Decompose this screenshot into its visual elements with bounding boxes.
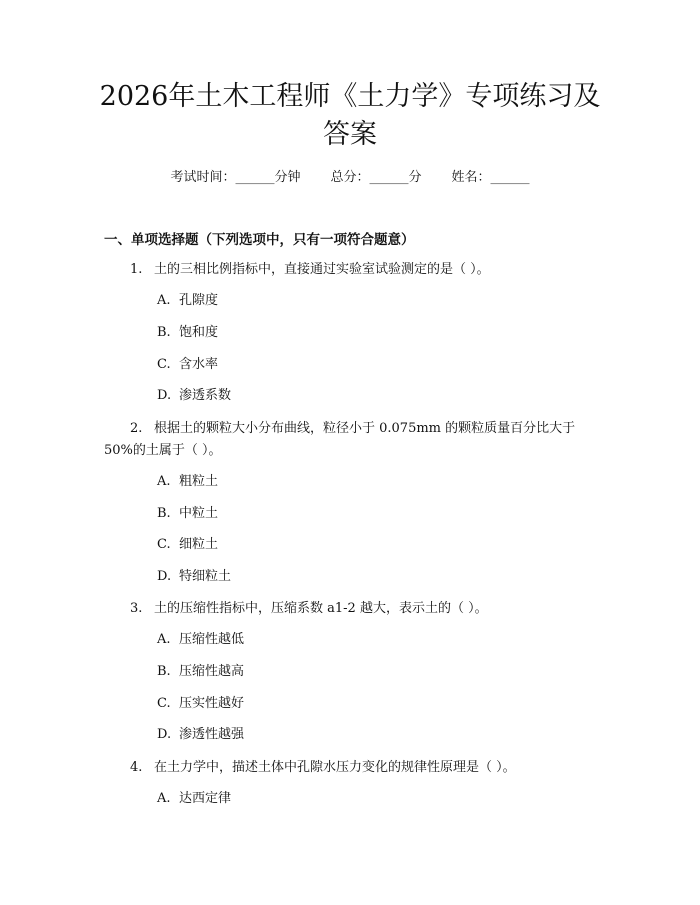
question-2 [104,418,604,462]
option-item [157,630,244,650]
exam-meta-line [0,168,700,188]
question-number: 2. [130,421,143,436]
exam-time-unit: 分钟 [274,170,301,185]
option-text: 中粒土 [179,506,219,521]
option-item [157,323,218,343]
exam-time-label: 考试时间： [170,170,236,185]
question-text: 在土力学中，描述土体中孔隙水压力变化的规律性原理是（ ）。 [154,760,516,775]
option-item [157,472,218,492]
option-item [157,535,218,555]
option-letter: A. [157,791,171,806]
option-text: 饱和度 [179,325,219,340]
option-text: 渗透性越强 [179,727,245,742]
option-item [157,789,231,809]
page-title: 2026年土木工程师《土力学》专项练习及答案 [99,81,601,150]
question-4 [104,757,604,779]
option-letter: A. [157,632,171,647]
option-text: 压缩性越低 [179,632,245,647]
name-blank: ______ [490,170,530,185]
total-score-unit: 分 [408,170,422,185]
option-letter: D. [157,388,172,403]
name-label: 姓名： [451,170,491,185]
option-text: 压实性越好 [179,696,245,711]
option-letter: D. [157,727,172,742]
option-item [157,291,218,311]
option-text: 孔隙度 [179,293,219,308]
option-text: 达西定律 [179,791,232,806]
option-text: 渗透系数 [179,388,232,403]
question-text: 土的三相比例指标中，直接通过实验室试验测定的是（ ）。 [154,262,490,277]
option-item [157,504,218,524]
option-letter: C. [157,357,171,372]
option-item [157,662,244,682]
option-letter: A. [157,474,171,489]
question-number: 1. [130,262,143,277]
total-score-blank: ______ [369,170,409,185]
option-text: 压缩性越高 [179,664,245,679]
question-text: 土的压缩性指标中，压缩系数 a1-2 越大，表示土的（ ）。 [154,601,488,616]
question-text: 根据土的颗粒大小分布曲线，粒径小于 0.075mm 的颗粒质量百分比大于 50%的土属于（ ）。 [104,421,576,458]
option-letter: C. [157,696,171,711]
option-item [157,355,218,375]
option-letter: A. [157,293,171,308]
option-item [157,725,244,745]
option-item [157,567,231,587]
section-heading: 一、单项选择题（下列选项中，只有一项符合题意） [104,232,415,248]
option-letter: B. [157,664,171,679]
option-text: 粗粒土 [179,474,219,489]
exam-time-blank: ______ [235,170,275,185]
option-text: 特细粒土 [179,569,232,584]
total-score-label: 总分： [330,170,370,185]
option-letter: B. [157,325,171,340]
option-letter: C. [157,537,171,552]
question-3 [104,598,604,620]
option-text: 含水率 [179,357,219,372]
option-letter: B. [157,506,171,521]
question-number: 3. [130,601,143,616]
question-number: 4. [130,760,143,775]
option-item [157,694,244,714]
option-letter: D. [157,569,172,584]
question-1 [104,259,604,281]
option-text: 细粒土 [179,537,219,552]
option-item [157,386,231,406]
